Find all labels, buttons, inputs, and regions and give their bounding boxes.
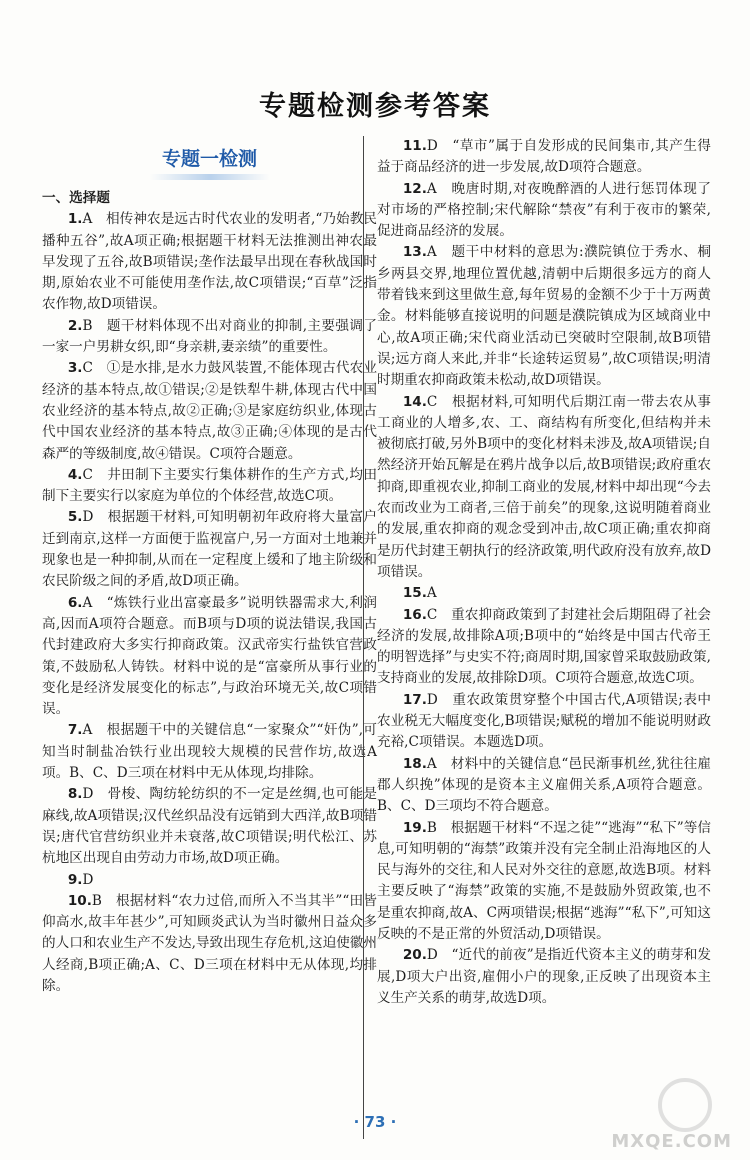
answer-text: C 井田制下主要实行集体耕作的生产方式,均田制下主要实行以家庭为单位的个体经营,故选C项。 — [42, 466, 377, 505]
answer-number: 4. — [67, 466, 83, 483]
page-number: · 73 · — [353, 1113, 397, 1131]
answer-item — [377, 818, 711, 946]
answer-item — [42, 870, 377, 891]
answer-number: 2. — [67, 317, 83, 334]
answer-item — [42, 465, 377, 508]
answer-text: A — [426, 585, 437, 602]
answer-text: A 题干中材料的意思为:濮院镇位于秀水、桐乡两县交界,地理位置优越,清朝中后期很多远方的商人带着钱来到这里做生意,每年贸易的金额不少于十万两黄金。材料能够直接说明的问题是濮院镇成为区域商业中心,故A项正确;宋代商业活动已突破时空限制,故B项错误;远方商人来此,并非“长途转运贸易”,故C项错误;明清时期重农抑商政策未松动,故D项错误。 — [377, 244, 711, 389]
answer-number: 10. — [67, 892, 92, 909]
answer-item — [377, 136, 711, 179]
answer-number: 5. — [67, 509, 83, 526]
answer-number: 19. — [402, 819, 427, 836]
column-divider — [363, 136, 364, 1139]
answer-item — [42, 358, 377, 464]
left-column — [42, 146, 377, 997]
answer-text: A 材料中的关键信息“邑民渐事机丝,犹往往雇郡人织挽”体现的是资本主义雇佣关系,A项符合题意。B、C、D三项均不符合题意。 — [377, 755, 711, 815]
answer-number: 17. — [402, 691, 427, 708]
page-title: 专题检测参考答案 — [259, 91, 491, 122]
watermark-logo-icon — [658, 1078, 712, 1132]
answer-item — [377, 754, 711, 818]
answer-number: 18. — [402, 755, 427, 772]
watermark — [592, 1082, 732, 1152]
answer-text: A “炼铁行业出富豪最多”说明铁器需求大,利润高,因而A项符合题意。而B项与D项的说法错误,我国古代封建政府大多实行抑商政策。汉武帝实行盐铁官营政策,不鼓励私人铸铁。材料中说的是“富豪所从事行业的变化是经济发展变化的标志”,与政治环境无关,故C项错误。 — [42, 594, 377, 718]
left-answer-list — [42, 209, 377, 997]
choice-subheading: 一、选择题 — [42, 190, 110, 206]
answer-text: A 根据题干中的关键信息“一家聚众”“奸伪”,可知当时制盐冶铁行业出现较大规模的民营作坊,故选A项。B、C、D三项在材料中无从体现,均排除。 — [42, 722, 377, 782]
watermark-text: MXQE.COM — [611, 1131, 732, 1152]
answer-text: D — [82, 871, 94, 888]
right-answer-list — [377, 136, 711, 1009]
answer-number: 7. — [67, 722, 83, 739]
answer-item — [377, 690, 711, 754]
answer-number: 1. — [67, 211, 83, 228]
answer-item — [42, 720, 377, 784]
answer-text: D 根据题干材料,可知明朝初年政府将大量富户迁到南京,这样一方面便于监视富户,另一方面对土地兼并现象也是一种抑制,从而在一定程度上缓和了地主阶级和农民阶级之间的矛盾,故D项正确。 — [42, 509, 377, 590]
answer-number: 16. — [402, 606, 427, 623]
answer-item — [42, 891, 377, 997]
answer-text: D “近代的前夜”是指近代资本主义的萌芽和发展,D项大户出资,雇佣小户的现象,正反映了出现资本主义生产关系的萌芽,故选D项。 — [377, 947, 711, 1006]
answer-text: B 根据题干材料“不逞之徒”“逃海”“私下”等信息,可知明朝的“海禁”政策并没有完全制止沿海地区的人民与海外的交往,和人民对外交往的意愿,故选B项。材料主要反映了“海禁”政策的实施,不是鼓励外贸政策,也不是重农抑商,故A、C两项错误;根据“逃海”“私下”,可知这反映的不是正常的外贸活动,D项错误。 — [377, 819, 711, 942]
answer-text: B 根据材料“农力过倍,而所入不当其半”“田皆仰高水,故丰年甚少”,可知顾炎武认为当时徽州日益众多的人口和农业生产不发达,导致出现生存危机,这迫使徽州人经商,B项正确;A、C、D三项在材料中无从体现,均排除。 — [42, 892, 377, 994]
answer-item — [42, 784, 377, 869]
answer-number: 15. — [402, 585, 427, 602]
answer-number: 6. — [67, 594, 83, 611]
answer-item — [377, 179, 711, 243]
answer-item — [42, 507, 377, 592]
answer-item — [377, 242, 711, 391]
answer-item — [377, 392, 711, 584]
answer-text: A 晚唐时期,对夜晚醉酒的人进行惩罚体现了对市场的严格控制;宋代解除“禁夜”有利于夜市的繁荣,促进商品经济的发展。 — [377, 180, 711, 240]
answer-item — [377, 605, 711, 690]
answer-text: D 骨梭、陶纺轮纺织的不一定是丝绸,也可能是麻线,故A项错误;汉代丝织品没有远销到大西洋,故B项错误;唐代官营纺织业并未衰落,故C项错误;明代松江、苏杭地区出现自由劳动力市场,故D项正确。 — [42, 786, 377, 867]
answer-item — [42, 209, 377, 315]
answer-text: C ①是水排,是水力鼓风装置,不能体现古代农业经济的基本特点,故①错误;②是铁犁牛耕,体现古代中国农业经济的基本特点,故②正确;③是家庭纺织业,体现古代中国农业经济的基本特点,故③正确;④体现的是古代森严的等级制度,故④错误。C项符合题意。 — [42, 360, 377, 462]
answer-number: 8. — [67, 786, 83, 803]
answer-number: 9. — [67, 871, 83, 888]
answer-item — [377, 583, 711, 604]
section-title: 专题一检测 — [42, 146, 377, 180]
right-column — [377, 136, 711, 1009]
answer-item — [42, 316, 377, 359]
answer-number: 11. — [402, 138, 427, 154]
answer-text: C 重农抑商政策到了封建社会后期阻碍了社会经济的发展,故排除A项;B项中的“始终是中国古代帝王的明智选择”与史实不符;商周时期,国家曾采取鼓励政策,支持商业的发展,故排除D项。C项符合题意,故选C项。 — [377, 606, 711, 687]
answer-text: A 相传神农是远古时代农业的发明者,“乃始教民播种五谷”,故A项正确;根据题干材料无法推测出神农最早发现了五谷,故B项错误;垄作法最早出现在春秋战国时期,原始农业不可能使用垄作法,故C项错误;“百草”泛指农作物,故D项错误。 — [42, 211, 377, 313]
answer-text: D “草市”属于自发形成的民间集市,其产生得益于商品经济的进一步发展,故D项符合题意。 — [377, 138, 711, 176]
answer-text: C 根据材料,可知明代后期江南一带去农从事工商业的人增多,农、工、商结构有所变化,但结构并未被彻底打破,另外B项中的变化材料未涉及,故A项错误;自然经济开始瓦解是在鸦片战争以后,故B项错误;政府重农抑商,即重视农业,抑制工商业的发展,材料中却出现“今去农而改业为工商者,三倍于前矣”的现象,这说明随着商业的发展,重农抑商的观念受到冲击,故C项正确;重农抑商是历代封建王朝执行的经济政策,明代政府没有放弃,故D项错误。 — [377, 393, 711, 580]
answer-number: 14. — [402, 393, 427, 410]
answer-number: 13. — [402, 244, 427, 261]
answer-item — [377, 945, 711, 1009]
answer-item — [42, 593, 377, 721]
answer-number: 20. — [402, 947, 427, 964]
answer-number: 3. — [67, 360, 83, 377]
answer-number: 12. — [402, 180, 427, 197]
answer-text: D 重农政策贯穿整个中国古代,A项错误;表中农业税无大幅度变化,B项错误;赋税的增加不能说明财政充裕,C项错误。本题选D项。 — [377, 691, 711, 751]
answer-text: B 题干材料体现不出对商业的抑制,主要强调了一家一户男耕女织,即“身亲耕,妻亲绩”的重要性。 — [42, 317, 377, 356]
